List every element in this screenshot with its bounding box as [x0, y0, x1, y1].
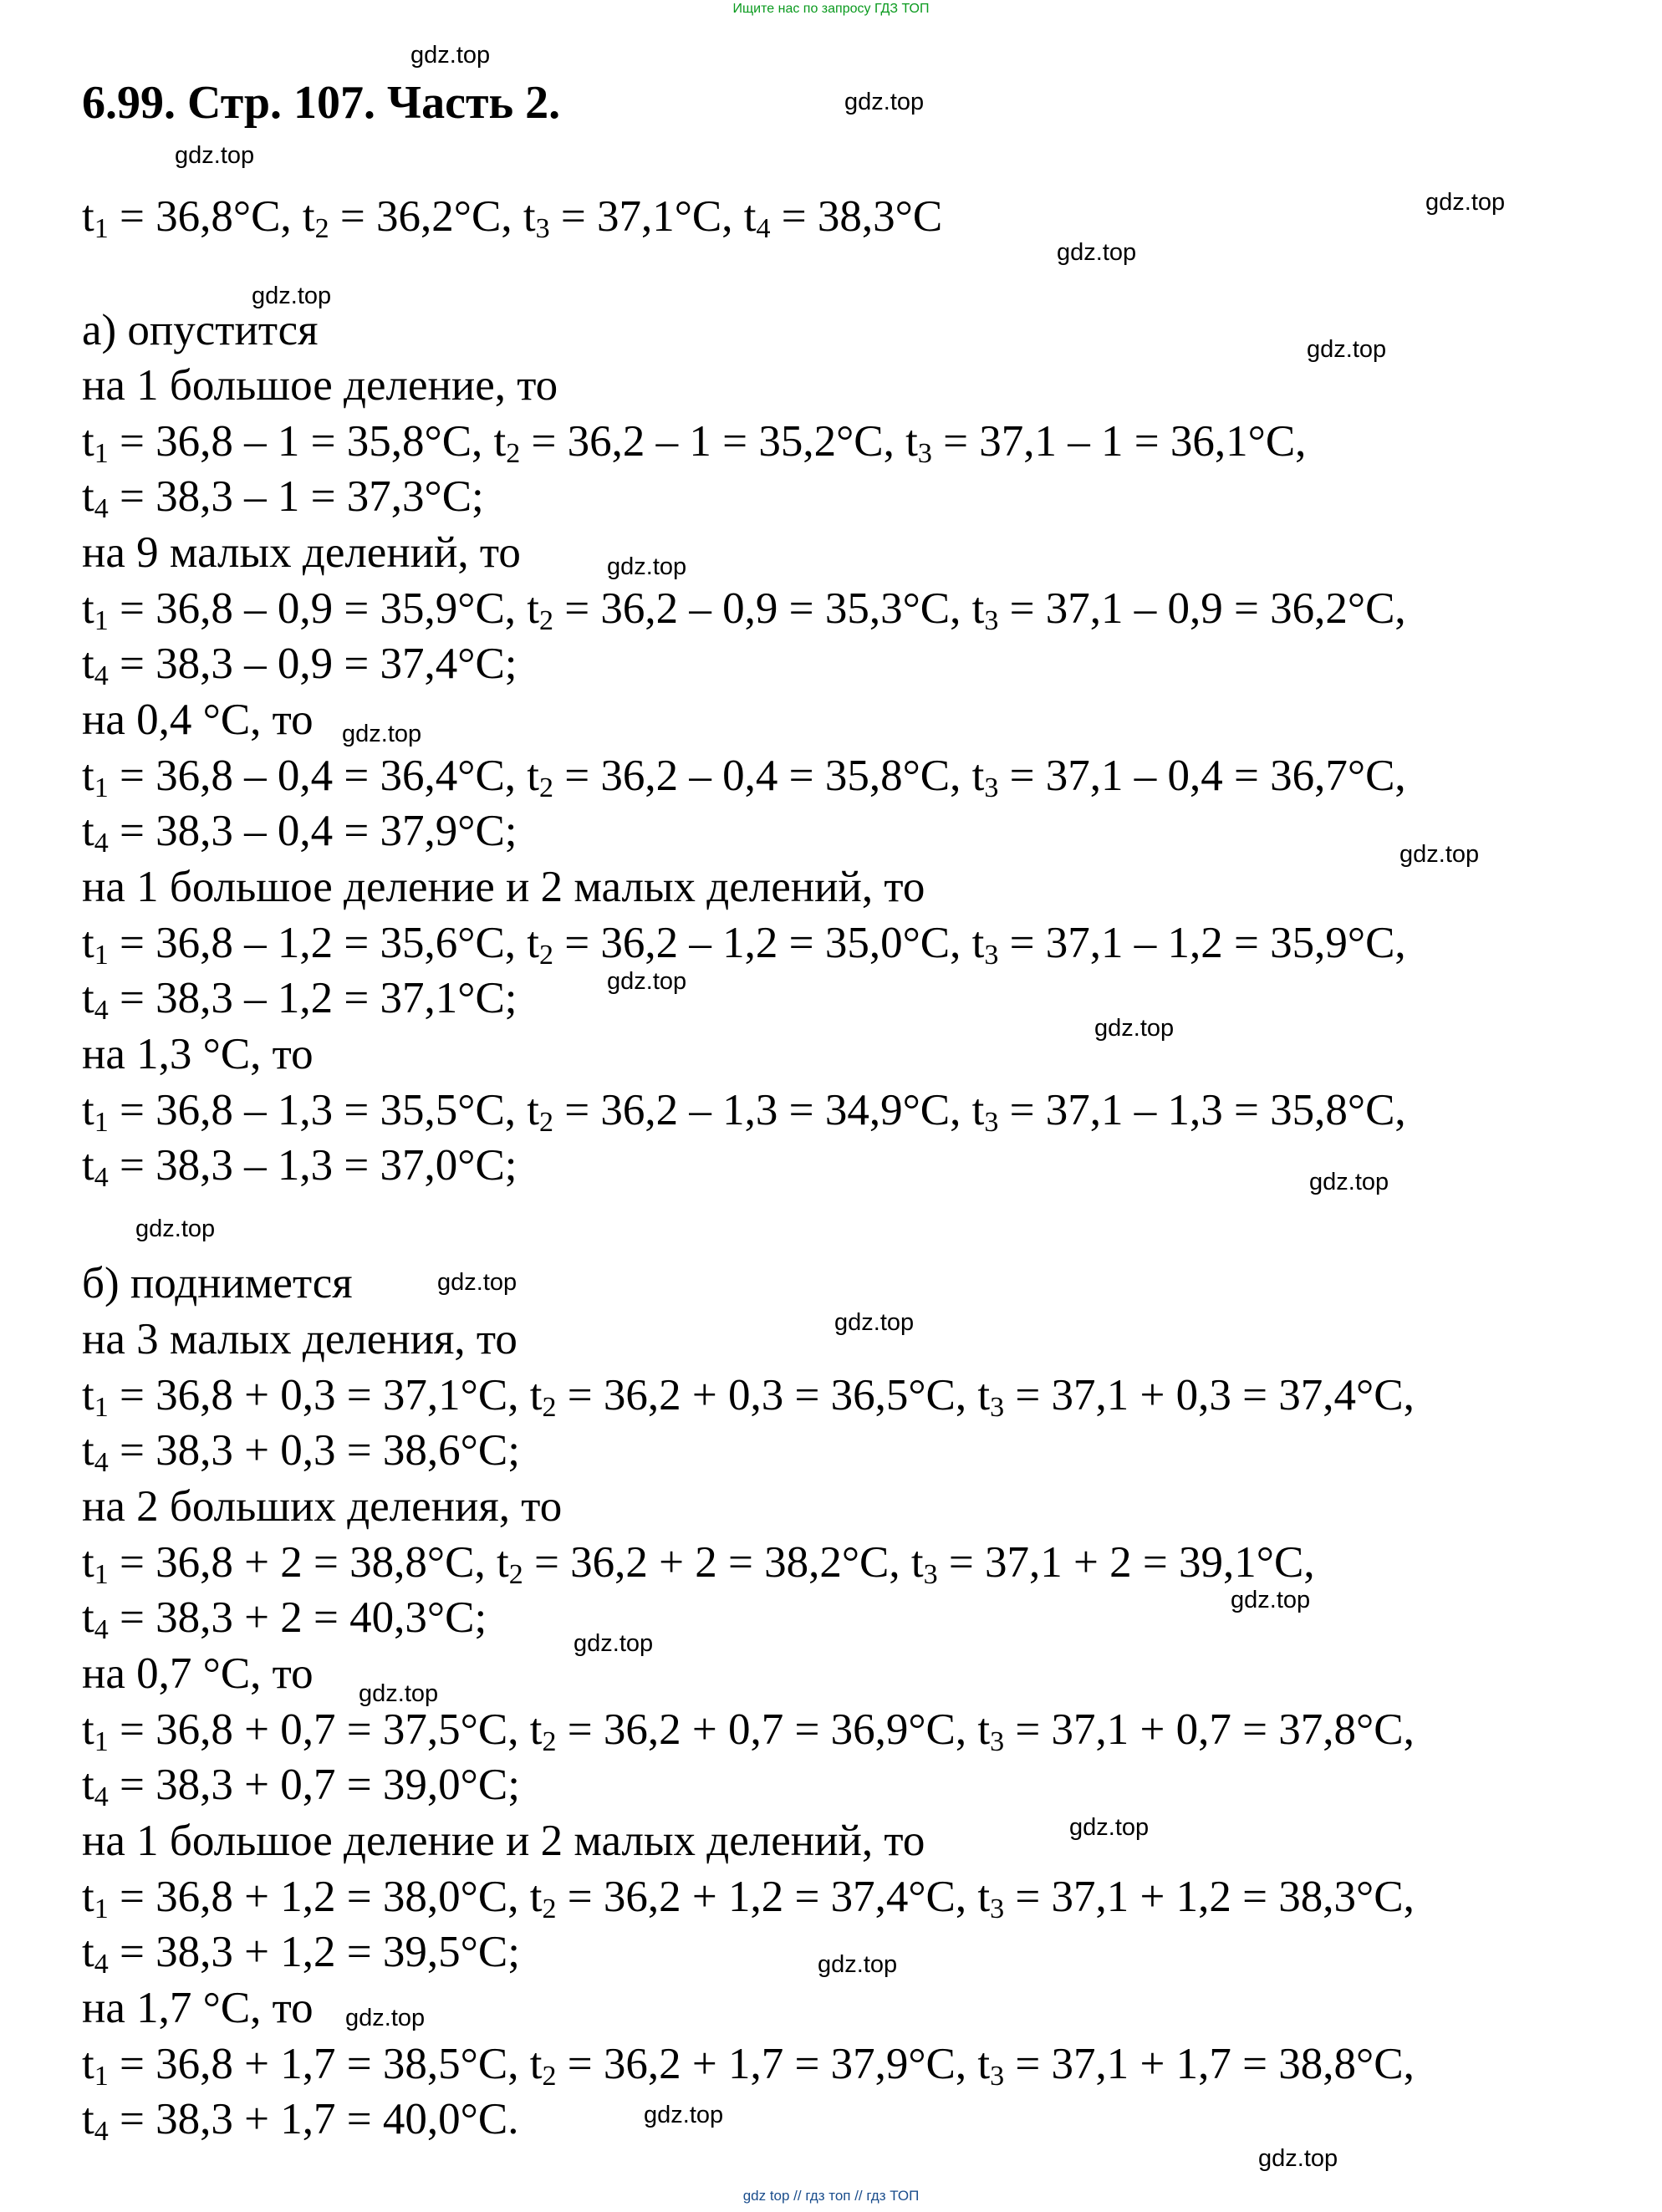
watermark: gdz.top	[175, 142, 255, 169]
section-a-item-5-line1: $t_1 = 36,8 - 1,3 = 35,5^\circ C$, $t_2 = 36,2 - 1,3 = 34,9^\circ C$, $t_3 = 37,1 - 1,3 = 35,8^\circ C$,	[82, 1086, 1406, 1138]
given-values: $t_1 = 36,8^\circ C$, $t_2 = 36,2^\circ C$, $t_3 = 37,1^\circ C$, $t_4 = 38,3^\circ C$	[82, 192, 943, 244]
section-a-item-3-line2: $t_4 = 38,3 - 0,4 = 37,9^\circ C$;	[82, 807, 517, 859]
watermark: gdz.top	[607, 968, 687, 995]
section-a-item-2-line1: $t_1 = 36,8 - 0,9 = 35,9^\circ C$, $t_2 = 36,2 - 0,9 = 35,3^\circ C$, $t_3 = 37,1 - 0,9 = 36,2^\circ C$,	[82, 584, 1406, 636]
watermark: gdz.top	[410, 42, 491, 69]
watermark: gdz.top	[342, 721, 422, 747]
watermark: gdz.top	[818, 1951, 898, 1978]
section-b-item-5-line1: $t_1 = 36,8 + 1,7 = 38,5^\circ C$, $t_2 = 36,2 + 1,7 = 37,9^\circ C$, $t_3 = 37,1 + 1,7 = 38,8^\circ C$,	[82, 2040, 1415, 2092]
section-b-item-4-line1: $t_1 = 36,8 + 1,2 = 38,0^\circ C$, $t_2 = 36,2 + 1,2 = 37,4^\circ C$, $t_3 = 37,1 + 1,2 = 38,3^\circ C$,	[82, 1873, 1415, 1924]
watermark: gdz.top	[607, 553, 687, 580]
section-a-item-5-line2: $t_4 = 38,3 - 1,3 = 37,0^\circ C$;	[82, 1141, 517, 1193]
watermark: gdz.top	[1307, 336, 1387, 363]
watermark: gdz.top	[1425, 189, 1506, 216]
watermark: gdz.top	[345, 2005, 426, 2031]
section-b-heading: б) поднимется	[82, 1259, 353, 1307]
section-a-item-4-line1: $t_1 = 36,8 - 1,2 = 35,6^\circ C$, $t_2 = 36,2 - 1,2 = 35,0^\circ C$, $t_3 = 37,1 - 1,2 = 35,9^\circ C$,	[82, 919, 1406, 971]
section-b-item-2-label: на 2 больших деления, то	[82, 1482, 563, 1531]
section-a-item-2-line2: $t_4 = 38,3 - 0,9 = 37,4^\circ C$;	[82, 640, 517, 691]
section-a-item-1-line1: $t_1 = 36,8 - 1 = 35,8^\circ C$, $t_2 = 36,2 - 1 = 35,2^\circ C$, $t_3 = 37,1 - 1 = 36,1^\circ C$,	[82, 417, 1307, 469]
section-a-item-4-line2: $t_4 = 38,3 - 1,2 = 37,1^\circ C$;	[82, 974, 517, 1026]
watermark: gdz.top	[1309, 1169, 1389, 1195]
watermark: gdz.top	[1258, 2145, 1338, 2172]
section-a-item-2-label: на 9 малых делений, то	[82, 528, 521, 577]
watermark: gdz.top	[574, 1630, 654, 1657]
section-a-item-3-label: на 0,4 °C, то	[82, 696, 314, 744]
section-b-item-5-line2: $t_4 = 38,3 + 1,7 = 40,0^\circ C$.	[82, 2095, 519, 2147]
section-b-item-1-label: на 3 малых деления, то	[82, 1315, 517, 1363]
watermark: gdz.top	[1057, 239, 1137, 266]
section-b-item-4-line2: $t_4 = 38,3 + 1,2 = 39,5^\circ C$;	[82, 1928, 520, 1980]
section-a-item-5-label: на 1,3 °C, то	[82, 1030, 314, 1078]
section-a-heading: а) опустится	[82, 306, 319, 354]
section-b-item-1-line2: $t_4 = 38,3 + 0,3 = 38,6^\circ C$;	[82, 1426, 520, 1478]
section-b-item-3-line2: $t_4 = 38,3 + 0,7 = 39,0^\circ C$;	[82, 1761, 520, 1812]
section-b-item-2-line1: $t_1 = 36,8 + 2 = 38,8^\circ C$, $t_2 = 36,2 + 2 = 38,2^\circ C$, $t_3 = 37,1 + 2 = 39,1^\circ C$,	[82, 1538, 1315, 1590]
watermark: gdz.top	[1069, 1814, 1150, 1841]
watermark: gdz.top	[834, 1309, 915, 1336]
watermark: gdz.top	[252, 283, 332, 309]
section-b-item-2-line2: $t_4 = 38,3 + 2 = 40,3^\circ C$;	[82, 1593, 487, 1645]
watermark: gdz.top	[844, 89, 925, 115]
watermark: gdz.top	[359, 1680, 439, 1707]
section-b-item-5-label: на 1,7 °C, то	[82, 1984, 314, 2032]
section-b-item-3-line1: $t_1 = 36,8 + 0,7 = 37,5^\circ C$, $t_2 = 36,2 + 0,7 = 36,9^\circ C$, $t_3 = 37,1 + 0,7 = 37,8^\circ C$,	[82, 1705, 1415, 1757]
watermark: gdz.top	[437, 1269, 517, 1296]
section-a-item-4-label: на 1 большое деление и 2 малых делений, то	[82, 863, 925, 911]
section-b-item-1-line1: $t_1 = 36,8 + 0,3 = 37,1^\circ C$, $t_2 = 36,2 + 0,3 = 36,5^\circ C$, $t_3 = 37,1 + 0,3 = 37,4^\circ C$,	[82, 1371, 1415, 1423]
section-a-item-1-label: на 1 большое деление, то	[82, 361, 558, 410]
section-a-item-1-line2: $t_4 = 38,3 - 1 = 37,3^\circ C$;	[82, 472, 484, 524]
watermark: gdz.top	[135, 1216, 216, 1242]
page-title: 6.99. Стр. 107. Часть 2.	[82, 77, 561, 129]
footer-links[interactable]: gdz top // гдз топ // гдз ТОП	[742, 2188, 920, 2204]
watermark: gdz.top	[1399, 841, 1480, 868]
section-b-item-4-label: на 1 большое деление и 2 малых делений, то	[82, 1817, 925, 1865]
watermark: gdz.top	[1231, 1587, 1311, 1613]
top-banner[interactable]: Ищите нас по запросу ГДЗ ТОП	[732, 2, 930, 16]
watermark: gdz.top	[1094, 1015, 1175, 1042]
section-a-item-3-line1: $t_1 = 36,8 - 0,4 = 36,4^\circ C$, $t_2 = 36,2 - 0,4 = 35,8^\circ C$, $t_3 = 37,1 - 0,4 = 36,7^\circ C$,	[82, 752, 1406, 803]
section-b-item-3-label: на 0,7 °C, то	[82, 1649, 314, 1698]
watermark: gdz.top	[644, 2102, 724, 2128]
